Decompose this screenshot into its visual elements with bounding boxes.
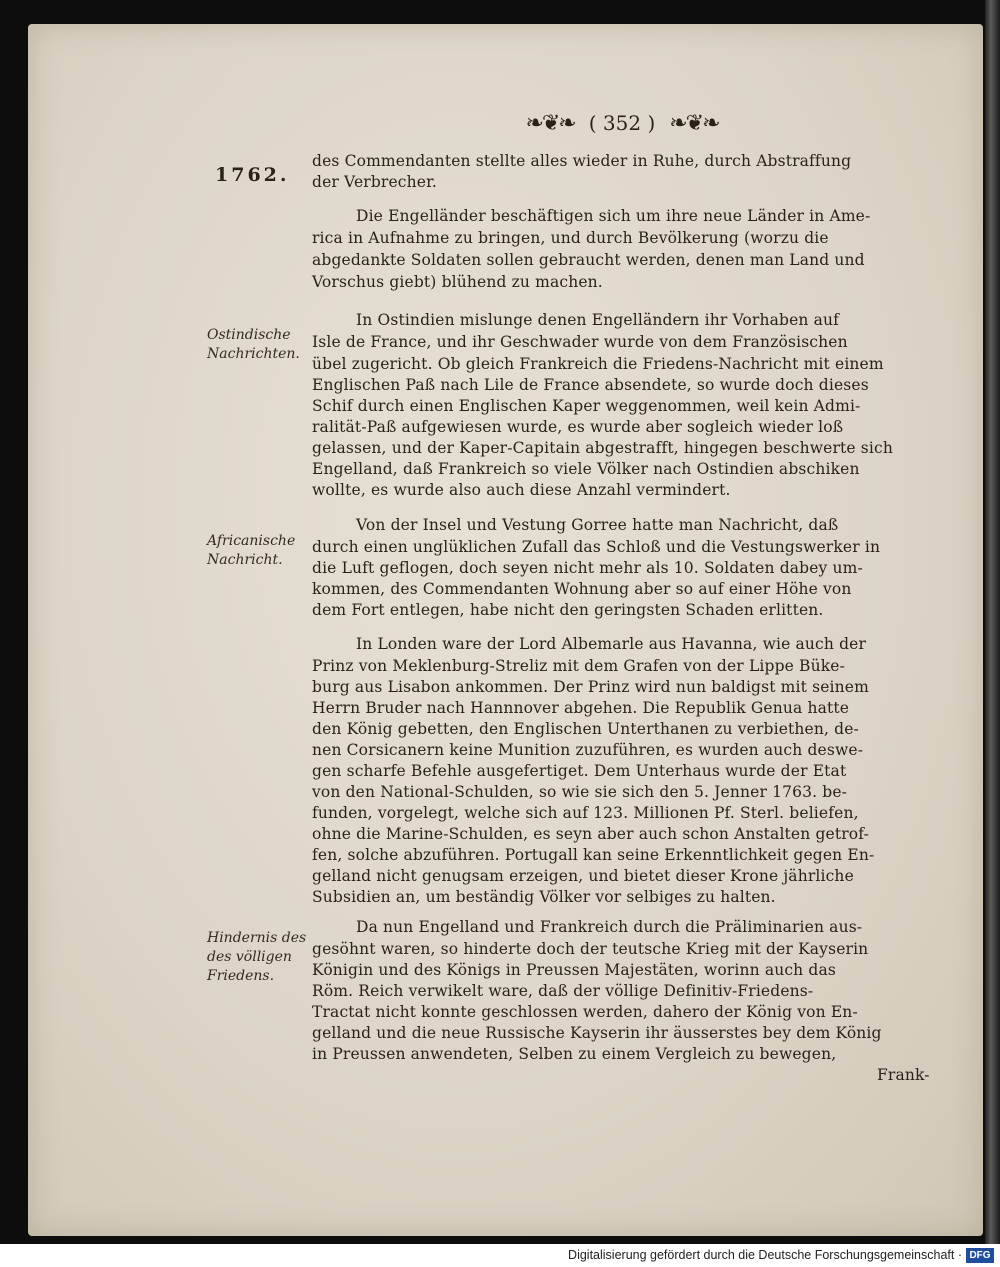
footer-credit: Digitalisierung gefördert durch die Deutsche Forschungsgemeinschaft · [568,1248,962,1262]
catchword: Frank- [877,1066,930,1084]
text-line: von den National-Schulden, so wie sie sich den 5. Jenner 1763. be- [312,783,848,801]
margin-note: Nachrichten. [207,346,300,362]
text-line: übel zugericht. Ob gleich Frankreich die Friedens-Nachricht mit einem [312,355,884,373]
text-line: gelland nicht genugsam erzeigen, und bietet dieser Krone jährliche [312,867,854,885]
ornament-right-icon: ❧❦❧ [669,110,719,136]
text-line: In Londen ware der Lord Albemarle aus Havanna, wie auch der [356,635,867,653]
margin-note: Friedens. [207,968,275,984]
text-line: die Luft geflogen, doch seyen nicht mehr als 10. Soldaten dabey um- [312,559,863,577]
text-line: Vorschus giebt) blühend zu machen. [312,273,603,291]
text-line: Subsidien an, um beständig Völker vor selbiges zu halten. [312,888,776,906]
ornament-left-icon: ❧❦❧ [525,110,575,136]
text-line: Herrn Bruder nach Hannnover abgehen. Die Republik Genua hatte [312,699,850,717]
page-header [512,106,732,140]
text-line: abgedankte Soldaten sollen gebraucht werden, denen man Land und [312,251,865,269]
text-line: in Preussen anwendeten, Selben zu einem Vergleich zu bewegen, [312,1045,837,1063]
text-line: Die Engelländer beschäftigen sich um ihre neue Länder in Ame- [356,207,871,225]
text-line: ralität-Paß aufgewiesen wurde, es wurde aber sogleich wieder loß [312,418,844,436]
margin-note: Ostindische [207,327,291,343]
text-line: fen, solche abzuführen. Portugall kan seine Erkenntlichkeit gegen En- [312,846,875,864]
text-line: wollte, es wurde also auch diese Anzahl vermindert. [312,481,731,499]
text-line: dem Fort entlegen, habe nicht den geringsten Schaden erlitten. [312,601,824,619]
text-line: des Commendanten stellte alles wieder in Ruhe, durch Abstraffung [312,152,852,170]
text-line: Röm. Reich verwikelt ware, daß der völlige Definitiv-Friedens- [312,982,814,1000]
margin-note: Hindernis des [207,930,307,946]
dfg-logo-icon: DFG [966,1248,994,1263]
text-line: ohne die Marine-Schulden, es seyn aber auch schon Anstalten getrof- [312,825,869,843]
text-line: den König gebetten, den Englischen Unterthanen zu verbiethen, de- [312,720,859,738]
page-number: ( 352 ) [588,111,656,135]
text-line: gen scharfe Befehle ausgefertiget. Dem Unterhaus wurde der Etat [312,762,847,780]
text-line: Englischen Paß nach Lile de France absendete, so wurde doch dieses [312,376,869,394]
text-line: Isle de France, und ihr Geschwader wurde von dem Französischen [312,333,848,351]
year-marker: 1762. [215,164,290,186]
text-line: Königin und des Königs in Preussen Majestäten, worinn auch das [312,961,836,979]
text-line: Tractat nicht konnte geschlossen werden, dahero der König von En- [312,1003,858,1021]
footer-bar [0,1244,1000,1267]
margin-note: Nachricht. [207,552,283,568]
text-line: burg aus Lisabon ankommen. Der Prinz wird nun baldigst mit seinem [312,678,869,696]
text-line: der Verbrecher. [312,173,438,191]
text-line: gelassen, und der Kaper-Capitain abgestrafft, hingegen beschwerte sich [312,439,893,457]
text-line: durch einen unglüklichen Zufall das Schloß und die Vestungswerker in [312,538,881,556]
page-fold [985,0,1000,1244]
margin-note: des völligen [207,949,292,965]
text-line: kommen, des Commendanten Wohnung aber so auf einer Höhe von [312,580,852,598]
text-line: Da nun Engelland und Frankreich durch die Präliminarien aus- [356,918,863,936]
text-line: rica in Aufnahme zu bringen, und durch Bevölkerung (worzu die [312,229,829,247]
text-line: Prinz von Meklenburg-Streliz mit dem Grafen von der Lippe Büke- [312,657,845,675]
text-line: Engelland, daß Frankreich so viele Völker nach Ostindien abschiken [312,460,860,478]
text-line: In Ostindien mislunge denen Engelländern ihr Vorhaben auf [356,311,840,329]
margin-note: Africanische [207,533,296,549]
text-line: nen Corsicanern keine Munition zuzuführen, es wurden auch deswe- [312,741,864,759]
text-line: funden, vorgelegt, welche sich auf 123. Millionen Pf. Sterl. beliefen, [312,804,859,822]
text-line: gelland und die neue Russische Kayserin ihr äusserstes bey dem König [312,1024,882,1042]
text-line: gesöhnt waren, so hinderte doch der teutsche Krieg mit der Kayserin [312,940,869,958]
text-line: Schif durch einen Englischen Kaper weggenommen, weil kein Admi- [312,397,861,415]
text-line: Von der Insel und Vestung Gorree hatte man Nachricht, daß [356,516,839,534]
